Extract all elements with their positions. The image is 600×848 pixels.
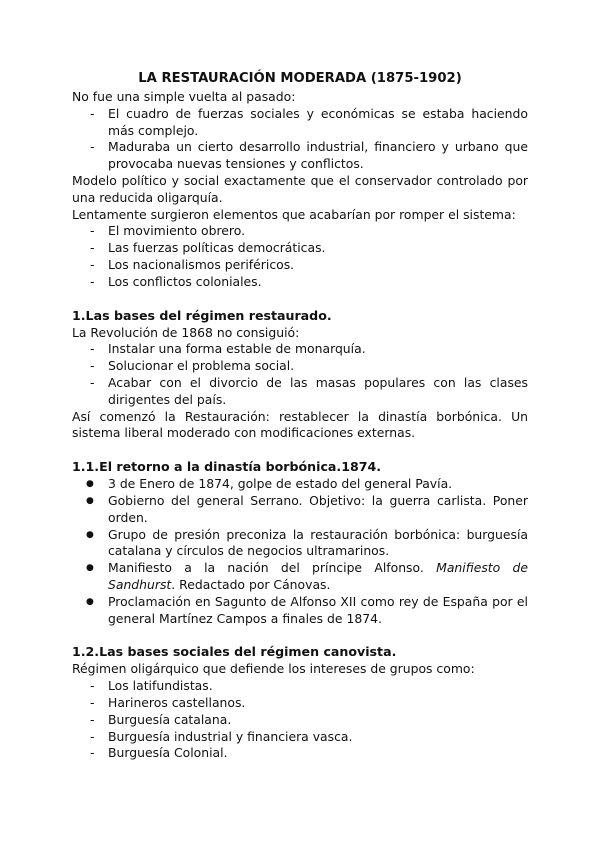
list-item-text: . Redactado por Cánovas. (171, 576, 331, 592)
list-item: - Burguesía industrial y financiera vasca. (72, 729, 528, 746)
section-1-heading: 1.Las bases del régimen restaurado. (72, 307, 332, 323)
list-item (72, 560, 528, 594)
list-item: ● Gobierno del general Serrano. Objetivo: la guerra carlista. Poner orden. (72, 493, 528, 527)
section-1-paragraph-1: La Revolución de 1868 no consiguió: (72, 324, 300, 340)
document-body (72, 70, 528, 762)
list-item: - Burguesía catalana. (72, 712, 528, 729)
section-1-2-paragraph: Régimen oligárquico que defiende los intereses de grupos como: (72, 661, 475, 677)
list-item: - Instalar una forma estable de monarquía. (72, 341, 528, 358)
list-item: ● Grupo de presión preconiza la restauración borbónica: burguesía catalana y círculos de negocios ultramarinos. (72, 527, 528, 561)
list-item: - Burguesía Colonial. (72, 745, 528, 762)
manifesto-title: Manifiesto de Sandhurst (108, 560, 529, 592)
list-item: - Los conflictos coloniales. (72, 274, 528, 291)
intro-paragraph-1: No fue una simple vuelta al pasado: (72, 89, 296, 104)
spacer (72, 442, 528, 458)
section-1-1-heading: 1.1.El retorno a la dinastía borbónica.1874. (72, 459, 382, 475)
section-1-1-list (72, 476, 528, 627)
list-item: - Acabar con el divorcio de las masas populares con las clases dirigentes del país. (72, 375, 528, 409)
intro-list-1 (72, 106, 528, 173)
list-item: ● 3 de Enero de 1874, golpe de estado del general Pavía. (72, 476, 528, 493)
list-item: - Los nacionalismos periféricos. (72, 257, 528, 274)
intro-paragraph-2: Modelo político y social exactamente que el conservador controlado por una reducida oligarquía. (72, 172, 528, 205)
section-1-2-heading: 1.2.Las bases sociales del régimen canovista. (72, 644, 397, 660)
list-item: ● Proclamación en Sagunto de Alfonso XII como rey de España por el general Martínez Campos a finales de 1874. (72, 594, 528, 628)
spacer (72, 291, 528, 307)
list-item: - El cuadro de fuerzas sociales y económicas se estaba haciendo más complejo. (72, 106, 528, 140)
intro-list-2 (72, 223, 528, 290)
spacer (72, 627, 528, 643)
list-item: - Las fuerzas políticas democráticas. (72, 240, 528, 257)
list-item: - El movimiento obrero. (72, 223, 528, 240)
list-item-text: Manifiesto a la nación del príncipe Alfonso. (108, 560, 437, 576)
list-item: - Los latifundistas. (72, 678, 528, 695)
list-item: - Harineros castellanos. (72, 695, 528, 712)
section-1-paragraph-2: Así comenzó la Restauración: restablecer la dinastía borbónica. Un sistema liberal moderado con modificaciones externas. (72, 408, 528, 441)
list-item: - Maduraba un cierto desarrollo industrial, financiero y urbano que provocaba nuevas tensiones y conflictos. (72, 139, 528, 173)
list-item: - Solucionar el problema social. (72, 358, 528, 375)
section-1-2-list (72, 678, 528, 762)
intro-paragraph-3: Lentamente surgieron elementos que acabarían por romper el sistema: (72, 206, 516, 222)
section-1-list (72, 341, 528, 408)
page-title: LA RESTAURACIÓN MODERADA (1875-1902) (138, 71, 462, 86)
